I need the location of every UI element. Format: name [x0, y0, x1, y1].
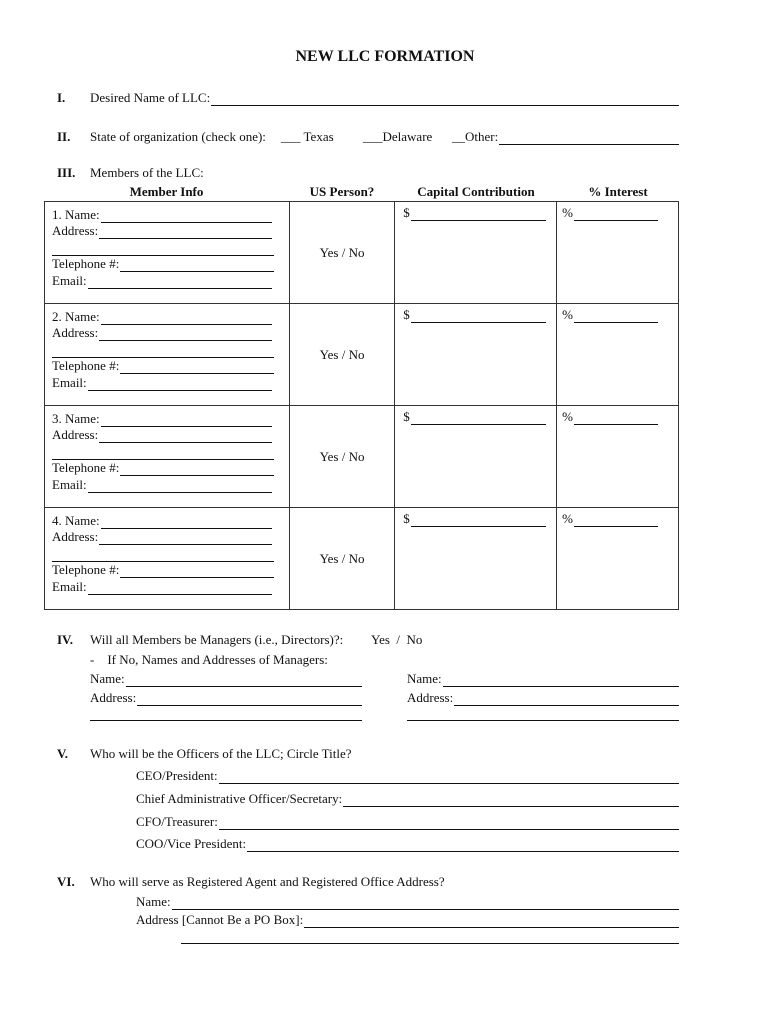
- state-option-texas[interactable]: ___ Texas: [281, 129, 334, 144]
- member-address-line-2[interactable]: [52, 545, 274, 562]
- section-number-2: II.: [57, 129, 71, 144]
- member-row: [45, 508, 679, 610]
- member-capital-symbol: $: [403, 205, 410, 220]
- member-address-blank-2[interactable]: [52, 447, 274, 460]
- llc-name-label: Desired Name of LLC:: [90, 90, 211, 105]
- agent-address-line-2[interactable]: [181, 943, 679, 944]
- manager-1-name-field[interactable]: [90, 671, 362, 687]
- officer-cfo-blank[interactable]: [219, 817, 679, 830]
- member-email-field[interactable]: [52, 476, 272, 493]
- member-email-label: Email:: [52, 476, 87, 492]
- member-address-label: Address:: [52, 529, 99, 544]
- managers-yes-no[interactable]: Yes / No: [371, 632, 423, 647]
- member-address-line-2[interactable]: [52, 239, 274, 256]
- member-info-cell: [45, 508, 290, 610]
- member-capital-cell: [395, 304, 557, 406]
- section-number-4: IV.: [57, 632, 74, 647]
- state-option-delaware[interactable]: ___Delaware: [363, 129, 433, 144]
- member-us-person-choice[interactable]: Yes / No: [319, 550, 365, 566]
- manager-1-address-blank[interactable]: [137, 693, 362, 706]
- registered-agent-question: Who will serve as Registered Agent and Registered Office Address?: [90, 874, 445, 889]
- member-interest-cell: [557, 202, 679, 304]
- member-capital-symbol: $: [403, 307, 410, 322]
- member-address-line-2[interactable]: [52, 443, 274, 460]
- member-email-blank[interactable]: [88, 378, 272, 391]
- member-telephone-field[interactable]: [52, 358, 274, 375]
- member-name-blank[interactable]: [101, 414, 272, 427]
- member-name-blank[interactable]: [101, 210, 272, 223]
- page-title: NEW LLC FORMATION: [295, 48, 475, 65]
- agent-name-blank[interactable]: [172, 897, 679, 910]
- member-name-field[interactable]: [52, 410, 272, 427]
- officer-coo-blank[interactable]: [247, 839, 679, 852]
- agent-name-label: Name:: [136, 894, 171, 909]
- manager-1-address-label: Address:: [90, 690, 137, 705]
- member-us-person-cell[interactable]: [289, 304, 394, 406]
- member-interest-symbol: %: [562, 511, 573, 526]
- officer-ceo-blank[interactable]: [219, 771, 679, 784]
- agent-name-field[interactable]: [136, 894, 679, 910]
- state-other-label: __Other:: [452, 129, 499, 144]
- member-interest-symbol: %: [562, 409, 573, 424]
- officer-cao-field[interactable]: [136, 791, 679, 807]
- officer-cfo-label[interactable]: CFO/Treasurer:: [136, 814, 218, 829]
- member-address-field[interactable]: [52, 325, 272, 342]
- member-interest-field[interactable]: [562, 205, 658, 221]
- manager-2-address-blank[interactable]: [454, 693, 679, 706]
- manager-2-address-label: Address:: [407, 690, 454, 705]
- member-name-label: 3. Name:: [52, 410, 100, 426]
- member-name-field[interactable]: [52, 308, 272, 325]
- member-address-blank-2[interactable]: [52, 243, 274, 256]
- section-number-1: I.: [57, 90, 66, 105]
- section-number-5: V.: [57, 746, 68, 761]
- member-interest-blank[interactable]: [574, 514, 658, 527]
- member-us-person-choice[interactable]: Yes / No: [319, 346, 365, 362]
- member-address-label: Address:: [52, 427, 99, 442]
- member-capital-field[interactable]: [403, 511, 546, 527]
- member-capital-blank[interactable]: [411, 208, 547, 221]
- member-telephone-field[interactable]: [52, 256, 274, 273]
- member-interest-blank[interactable]: [574, 310, 658, 323]
- agent-address-field[interactable]: [136, 912, 679, 928]
- member-capital-blank[interactable]: [411, 514, 547, 527]
- manager-2-address-field[interactable]: [407, 690, 679, 706]
- member-interest-blank[interactable]: [574, 208, 658, 221]
- member-capital-symbol: $: [403, 409, 410, 424]
- member-row: [45, 304, 679, 406]
- member-address-line-2[interactable]: [52, 341, 274, 358]
- member-capital-blank[interactable]: [411, 310, 547, 323]
- member-address-blank[interactable]: [99, 328, 272, 341]
- member-email-field[interactable]: [52, 578, 272, 595]
- agent-address-blank[interactable]: [304, 915, 679, 928]
- member-interest-field[interactable]: [562, 511, 658, 527]
- member-name-blank[interactable]: [101, 516, 272, 529]
- member-address-field[interactable]: [52, 529, 272, 546]
- member-capital-cell: [395, 508, 557, 610]
- member-email-label: Email:: [52, 374, 87, 390]
- member-address-label: Address:: [52, 325, 99, 340]
- member-email-field[interactable]: [52, 272, 272, 289]
- officer-coo-field[interactable]: [136, 836, 679, 852]
- member-email-label: Email:: [52, 578, 87, 594]
- header-us-person: US Person?: [309, 184, 375, 199]
- member-telephone-field[interactable]: [52, 460, 274, 477]
- member-us-person-cell[interactable]: [289, 406, 394, 508]
- member-row: [45, 202, 679, 304]
- member-us-person-choice[interactable]: Yes / No: [319, 244, 365, 260]
- member-telephone-label: Telephone #:: [52, 358, 120, 373]
- member-email-blank[interactable]: [88, 582, 272, 595]
- member-telephone-label: Telephone #:: [52, 562, 120, 577]
- member-row: [45, 406, 679, 508]
- members-table: [44, 201, 679, 610]
- member-telephone-blank[interactable]: [120, 259, 274, 272]
- member-telephone-blank[interactable]: [120, 361, 274, 374]
- manager-2-name-blank[interactable]: [443, 674, 679, 687]
- manager-1-name-label: Name:: [90, 671, 125, 686]
- member-address-blank-2[interactable]: [52, 549, 274, 562]
- member-interest-cell: [557, 304, 679, 406]
- officer-cao-label[interactable]: Chief Administrative Officer/Secretary:: [136, 791, 343, 806]
- state-other-blank[interactable]: [499, 132, 679, 145]
- member-us-person-cell[interactable]: [289, 202, 394, 304]
- member-name-blank[interactable]: [101, 312, 272, 325]
- officers-question: Who will be the Officers of the LLC; Circle Title?: [90, 746, 352, 761]
- member-capital-field[interactable]: [403, 307, 546, 323]
- member-interest-field[interactable]: [562, 307, 658, 323]
- member-capital-blank[interactable]: [411, 412, 547, 425]
- member-address-blank-2[interactable]: [52, 345, 274, 358]
- manager-1-address-line-2[interactable]: [90, 720, 362, 721]
- member-us-person-cell[interactable]: [289, 508, 394, 610]
- member-info-cell: [45, 202, 290, 304]
- member-email-field[interactable]: [52, 374, 272, 391]
- member-name-field[interactable]: [52, 512, 272, 529]
- member-address-blank[interactable]: [99, 532, 272, 545]
- managers-subnote: - If No, Names and Addresses of Managers:: [90, 652, 328, 667]
- member-name-label: 1. Name:: [52, 206, 100, 222]
- manager-1-name-blank[interactable]: [126, 674, 362, 687]
- officer-ceo-field[interactable]: [136, 768, 679, 784]
- member-address-field[interactable]: [52, 223, 272, 240]
- section-number-6: VI.: [57, 874, 75, 889]
- member-telephone-blank[interactable]: [120, 463, 274, 476]
- member-telephone-label: Telephone #:: [52, 460, 120, 475]
- header-capital-contribution: Capital Contribution: [417, 184, 535, 199]
- member-info-cell: [45, 304, 290, 406]
- member-telephone-field[interactable]: [52, 562, 274, 579]
- member-name-label: 4. Name:: [52, 512, 100, 528]
- member-address-field[interactable]: [52, 427, 272, 444]
- member-capital-cell: [395, 406, 557, 508]
- member-address-blank[interactable]: [99, 430, 272, 443]
- header-member-info: Member Info: [129, 184, 204, 199]
- member-interest-symbol: %: [562, 307, 573, 322]
- member-info-cell: [45, 406, 290, 508]
- member-address-blank[interactable]: [99, 226, 272, 239]
- member-telephone-blank[interactable]: [120, 565, 274, 578]
- member-interest-cell: [557, 508, 679, 610]
- managers-question: Will all Members be Managers (i.e., Directors)?:: [90, 632, 344, 647]
- officer-cao-blank[interactable]: [343, 794, 679, 807]
- member-capital-field[interactable]: [403, 205, 546, 221]
- officer-cfo-field[interactable]: [136, 814, 679, 830]
- member-email-blank[interactable]: [88, 480, 272, 493]
- member-telephone-label: Telephone #:: [52, 256, 120, 271]
- section-number-3: III.: [57, 165, 76, 180]
- member-email-blank[interactable]: [88, 276, 272, 289]
- manager-2-name-label: Name:: [407, 671, 442, 686]
- member-name-field[interactable]: [52, 206, 272, 223]
- members-label: Members of the LLC:: [90, 165, 204, 180]
- member-capital-field[interactable]: [403, 409, 546, 425]
- officer-coo-label[interactable]: COO/Vice President:: [136, 836, 247, 851]
- state-label: State of organization (check one):: [90, 129, 266, 144]
- manager-1-address-field[interactable]: [90, 690, 362, 706]
- member-address-label: Address:: [52, 223, 99, 238]
- agent-address-label: Address [Cannot Be a PO Box]:: [136, 912, 304, 927]
- member-name-label: 2. Name:: [52, 308, 100, 324]
- officer-ceo-label[interactable]: CEO/President:: [136, 768, 218, 783]
- manager-2-address-line-2[interactable]: [407, 720, 679, 721]
- member-us-person-choice[interactable]: Yes / No: [319, 448, 365, 464]
- member-interest-field[interactable]: [562, 409, 658, 425]
- manager-2-name-field[interactable]: [407, 671, 679, 687]
- member-email-label: Email:: [52, 272, 87, 288]
- member-interest-cell: [557, 406, 679, 508]
- member-interest-blank[interactable]: [574, 412, 658, 425]
- llc-name-blank[interactable]: [211, 93, 679, 106]
- llc-name-field[interactable]: [90, 90, 679, 106]
- member-interest-symbol: %: [562, 205, 573, 220]
- header-interest: % Interest: [588, 184, 648, 199]
- member-capital-symbol: $: [403, 511, 410, 526]
- state-option-other[interactable]: [452, 129, 679, 145]
- member-capital-cell: [395, 202, 557, 304]
